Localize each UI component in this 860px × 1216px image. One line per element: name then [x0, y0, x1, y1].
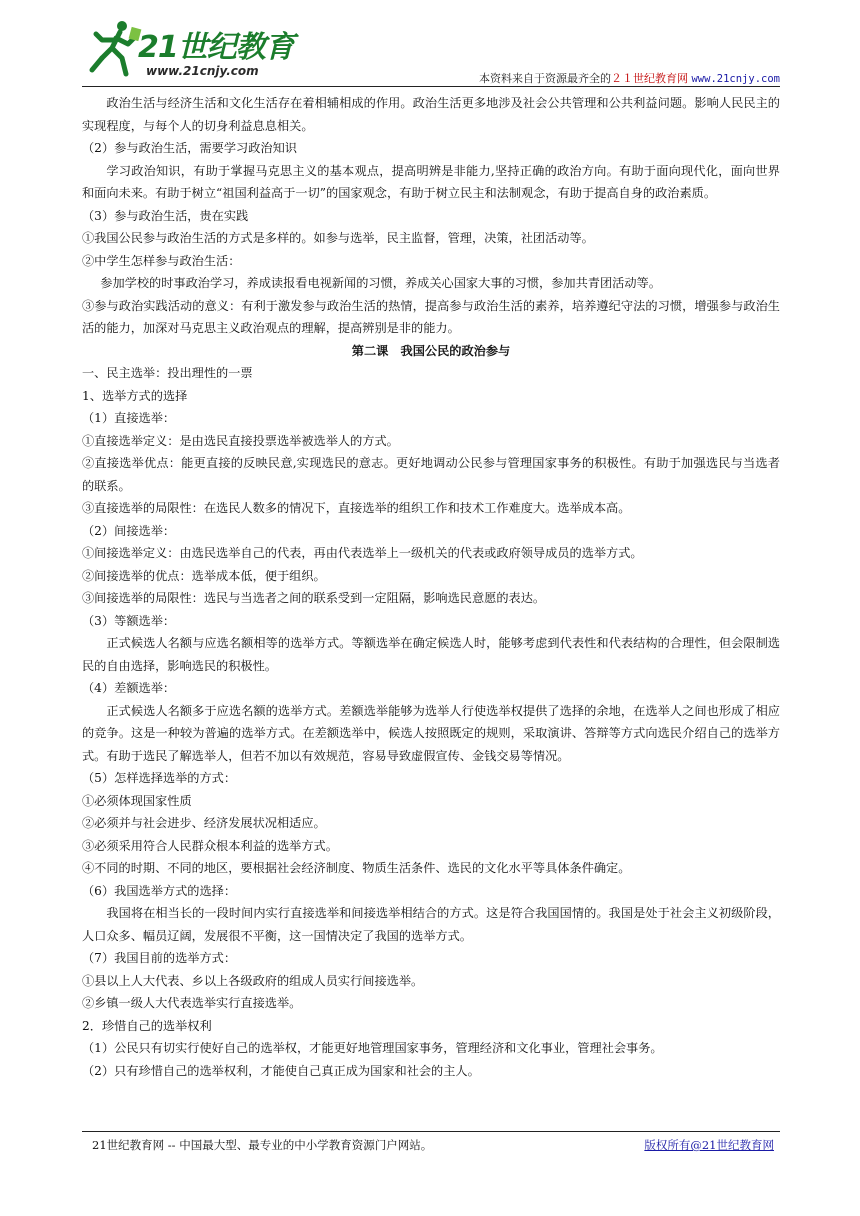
- document-body: [82, 92, 780, 1082]
- paragraph: 1、选举方式的选择: [82, 388, 188, 403]
- copyright-link[interactable]: 版权所有@21世纪教育网: [644, 1138, 774, 1152]
- paragraph: ②中学生怎样参与政治生活：: [82, 253, 241, 268]
- page-header: [82, 14, 780, 86]
- paragraph: 政治生活与经济生活和文化生活存在着相辅相成的作用。政治生活更多地涉及社会公共管理和公共利益问题。影响人民民主的实现程度，与每个人的切身利益息息相关。: [82, 96, 780, 133]
- logo-url: www.21cnjy.com: [146, 64, 259, 78]
- paragraph: （1）公民只有切实行使好自己的选举权，才能更好地管理国家事务，管理经济和文化事业，管理社会事务。: [82, 1041, 663, 1055]
- paragraph: ①我国公民参与政治生活的方式是多样的。如参与选举，民主监督，管理，决策，社团活动等。: [82, 231, 594, 245]
- lesson-heading: 第二课 我国公民的政治参与: [351, 343, 511, 358]
- paragraph: ③间接选举的局限性：选民与当选者之间的联系受到一定阻隔，影响选民意愿的表达。: [82, 591, 546, 605]
- paragraph: 一、民主选举：投出理性的一票: [82, 366, 253, 380]
- paragraph: ①直接选举定义：是由选民直接投票选举被选举人的方式。: [82, 433, 399, 448]
- paragraph: （2）只有珍惜自己的选举权利，才能使自己真正成为国家和社会的主人。: [82, 1063, 480, 1078]
- header-note: [479, 70, 780, 86]
- paragraph: 我国将在相当长的一段时间内实行直接选举和间接选举相结合的方式。这是符合我国国情的。我国是处于社会主义初级阶段，人口众多、幅员辽阔，发展很不平衡，这一国情决定了我国的选举方式。: [82, 906, 780, 943]
- paragraph: ③必须采用符合人民群众根本利益的选举方式。: [82, 838, 338, 853]
- paragraph: ①必须体现国家性质: [82, 793, 192, 808]
- paragraph: （5）怎样选择选举的方式：: [82, 771, 237, 785]
- paragraph: （1）直接选举：: [82, 411, 176, 425]
- header-note-site[interactable]: ２１世纪教育网: [610, 72, 688, 85]
- paragraph: 学习政治知识，有助于掌握马克思主义的基本观点，提高明辨是非能力,坚持正确的政治方向。有助于面向现代化，面向世界和面向未来。有助于树立“祖国利益高于一切”的国家观念，有助于树立民主和法制观念，有助于提高自身的政治素质。: [82, 163, 780, 200]
- paragraph: ②直接选举优点：能更直接的反映民意,实现选民的意志。更好地调动公民参与管理国家事务的积极性。有助于加强选民与当选者的联系。: [82, 456, 780, 493]
- paragraph: （6）我国选举方式的选择：: [82, 883, 237, 898]
- paragraph: ③参与政治实践活动的意义：有利于激发参与政治生活的热情，提高参与政治生活的素养，培养遵纪守法的习惯，增强参与政治生活的能力，加深对马克思主义政治观点的理解，提高辨别是非的能力。: [82, 298, 780, 335]
- paragraph: （2）参与政治生活，需要学习政治知识: [82, 141, 297, 155]
- footer-divider: [82, 1131, 780, 1132]
- header-note-url[interactable]: www.21cnjy.com: [691, 73, 780, 85]
- paragraph: ④不同的时期、不同的地区，要根据社会经济制度、物质生活条件、选民的文化水平等具体条件确定。: [82, 861, 631, 875]
- paragraph: 2．珍惜自己的选举权利: [82, 1018, 212, 1033]
- paragraph: 参加学校的时事政治学习，养成读报看电视新闻的习惯，养成关心国家大事的习惯，参加共青团活动等。: [100, 276, 661, 290]
- paragraph: ②必须并与社会进步、经济发展状况相适应。: [82, 816, 326, 830]
- page-footer: [82, 1131, 780, 1152]
- paragraph: ①间接选举定义：由选民选举自己的代表，再由代表选举上一级机关的代表或政府领导成员的选举方式。: [82, 546, 643, 560]
- paragraph: ①县以上人大代表、乡以上各级政府的组成人员实行间接选举。: [82, 973, 424, 988]
- runner-logo-icon: [82, 18, 146, 82]
- paragraph: （3）等额选举：: [82, 613, 176, 628]
- logo-text: 21世纪教育: [138, 30, 294, 65]
- paragraph: （3）参与政治生活，贵在实践: [82, 208, 249, 223]
- paragraph: ③直接选举的局限性：在选民人数多的情况下，直接选举的组织工作和技术工作难度大。选举成本高。: [82, 501, 631, 515]
- paragraph: （7）我国目前的选举方式：: [82, 951, 237, 965]
- paragraph: 正式候选人名额多于应选名额的选举方式。差额选举能够为选举人行使选举权提供了选择的余地，在选举人之间也形成了相应的竞争。这是一种较为普遍的选举方式。在差额选举中，候选人按照既定的规则，采取演讲、答辩等方式向选民介绍自己的选举方式。有助于选民了解选举人，但若不加以有效规范，容易导致虚假宣传、金钱交易等情况。: [82, 703, 780, 763]
- footer-text: 21世纪教育网 -- 中国最大型、最专业的中小学教育资源门户网站。: [92, 1138, 433, 1152]
- paragraph: ②乡镇一级人大代表选举实行直接选举。: [82, 996, 302, 1010]
- site-logo[interactable]: [82, 18, 294, 82]
- header-note-prefix: 本资料来自于资源最齐全的: [478, 72, 611, 85]
- paragraph: ②间接选举的优点：选举成本低，便于组织。: [82, 568, 326, 583]
- paragraph: （4）差额选举：: [82, 681, 176, 695]
- paragraph: （2）间接选举：: [82, 523, 176, 538]
- header-divider: [82, 86, 780, 87]
- paragraph: 正式候选人名额与应选名额相等的选举方式。等额选举在确定候选人时，能够考虑到代表性和代表结构的合理性，但会限制选民的自由选择，影响选民的积极性。: [82, 636, 780, 673]
